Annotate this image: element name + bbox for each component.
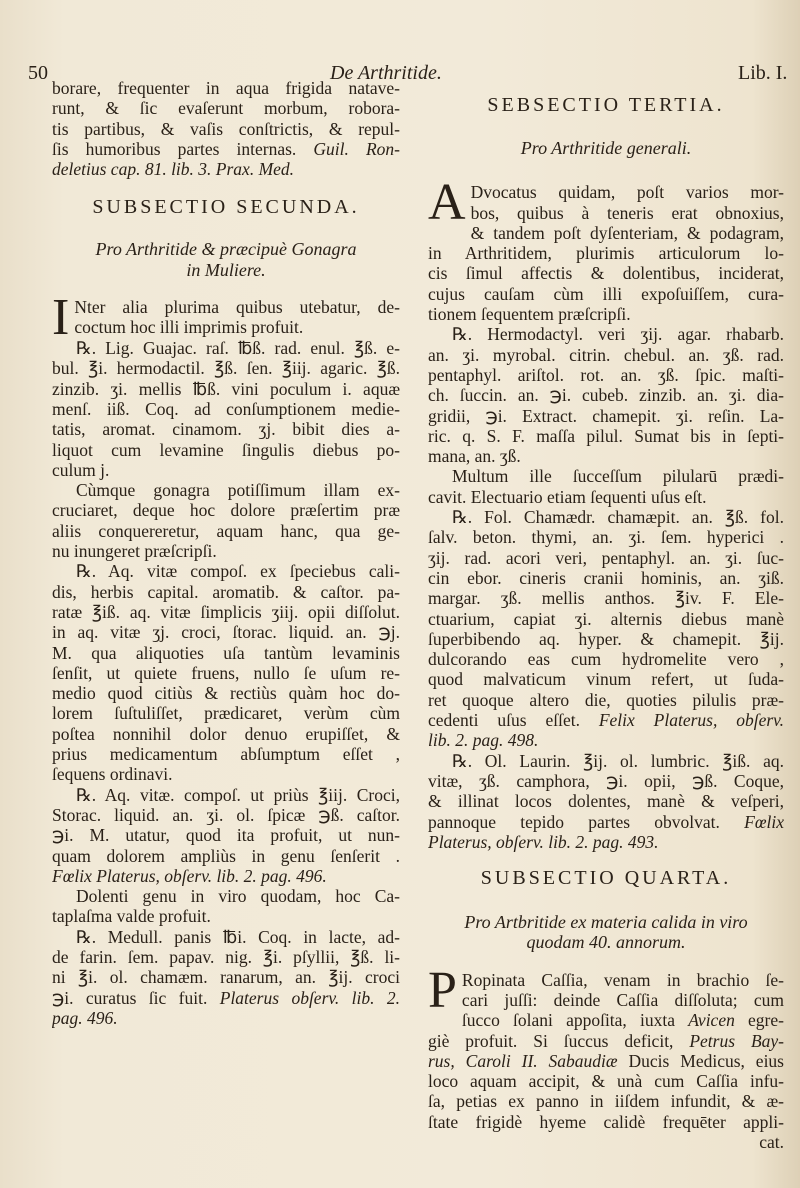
text-line: aliis conquereretur, aquam hanc, qua ge- [52, 520, 400, 541]
citation-segment: Petrus Bay- [689, 1030, 784, 1051]
subtitle-line: Pro Arthritide generali. [520, 138, 692, 158]
text-line: ℞. Medull. panis ℔i. Coq. in lacte, ad- [76, 926, 400, 947]
subtitle-line: in Muliere. [186, 259, 266, 280]
text-line: cin ebor. cineris cranii hominis, an. ʒiß. [428, 567, 784, 588]
drop-cap: A [428, 182, 466, 232]
text-segment: ſis humoribus partes internas. [52, 138, 314, 159]
text-line [52, 988, 400, 1008]
text-line: ℞. Fol. Chamædr. chamæpit. an. ℥ß. fol. [452, 507, 784, 528]
text-line: Nter alia plurima quibus utebatur, de- [74, 297, 400, 318]
subtitle-line: Pro Artbritide ex materia calida in viro [464, 912, 748, 933]
paragraph [52, 78, 400, 179]
text-segment: pannoque tepido partes obvolvat. [428, 811, 745, 832]
section-heading: SUBSECTIO SECUNDA. [92, 196, 360, 219]
citation-line: deletius cap. 81. lib. 3. Prax. Med. [52, 159, 295, 180]
text-line: cari juſſi: deinde Caſſia diſſoluta; cum [461, 989, 784, 1010]
text-line: nu inungeret præſcripſi. [52, 541, 217, 562]
text-segment: ſucco ſolani appoſita, iuxta [461, 1010, 689, 1031]
text-line: Cùmque gonagra potiſſimum illam ex- [76, 480, 400, 501]
text-segment: giè profuit. Si ſuccus deficit, [428, 1030, 690, 1051]
left-column [52, 78, 400, 1028]
text-line: Storac. liquid. an. ʒi. ol. ſpicæ ℈ß. caſtor. [52, 804, 400, 825]
section-heading: SUBSECTIO QUARTA. [480, 867, 732, 890]
citation-line: Fœlix Platerus, obſerv. lib. 2. pag. 496. [52, 865, 327, 886]
text-line: ℞. Aq. vitæ. compoſ. ut priùs ℥iij. Croci, [76, 784, 400, 805]
text-line: ℞. Lig. Guajac. raſ. ℔ß. rad. enul. ℥ß. e- [76, 338, 400, 359]
section-subtitle [52, 239, 400, 280]
text-line: gridii, ℈i. Extract. chamepit. ʒi. reſin. La- [428, 405, 784, 426]
text-line: prius medicamentum abſumptum eſſet , [52, 744, 400, 765]
paragraph [428, 182, 784, 324]
text-line [428, 1010, 784, 1030]
text-line: bul. ℥i. hermodactil. ℥ß. ſen. ℥iij. agaric. ℥ß. [52, 358, 400, 379]
text-line: loco aquam accipit, & unà cum Caſſia infu- [428, 1071, 784, 1092]
text-segment: ℈i. curatus ſic fuit. [52, 987, 220, 1008]
text-line: an. ʒi. myrobal. citrin. chebul. an. ʒß. rad. [428, 344, 784, 365]
text-line: tis partibus, & vaſis conſtrictis, & repul- [52, 118, 400, 139]
text-line: Dvocatus quidam, poſt varios mor- [470, 182, 784, 203]
text-line: ratæ ℥iß. aq. vitæ ſimplicis ʒiij. opii diſſolut. [52, 601, 400, 622]
citation-segment: Fœlix [744, 811, 784, 832]
text-line [428, 1051, 784, 1071]
text-line [428, 710, 784, 730]
text-line: menſ. iiß. Coq. ad conſumptionem medie- [52, 398, 400, 419]
text-line: ſequens ordinavi. [52, 764, 173, 785]
text-line: de farin. ſem. papav. nig. ℥i. pſyllii, ℥ß. li- [52, 946, 400, 967]
text-line: ʒij. rad. acori veri, pentaphyl. an. ʒi. ſuc- [428, 547, 784, 568]
text-line: runt, & ſic evaſerunt morbum, robora- [52, 98, 400, 119]
text-line: poſtea nonnihil dolor denuo erupiſſet, & [52, 723, 400, 744]
citation-segment: Platerus obſerv. lib. 2. [219, 987, 400, 1008]
text-line: mana, an. ʒß. [428, 446, 521, 467]
text-line: liquot cum levamine ſingulis diebus po- [52, 439, 400, 460]
text-line: ric. q. S. F. maſſa pilul. Sumat bis in ſepti- [428, 425, 784, 446]
text-line: M. qua aliquoties uſa tantùm levaminis [52, 642, 400, 663]
text-line: ſalv. beton. thymi, an. ʒi. ſem. hyperici . [428, 527, 784, 548]
text-line: ſenſit, ut quiete fruens, nullo ſe uſum re- [52, 662, 400, 683]
text-line: coctum hoc illi imprimis profuit. [74, 317, 304, 338]
text-line: quam dolorem ampliùs in genu ſenſerit . [52, 845, 400, 866]
text-line: cis ſimul affectis & dolentibus, inciderat, [428, 263, 784, 284]
text-line: borare, frequenter in aqua frigida natave- [52, 78, 400, 98]
text-line: cat. [759, 1132, 784, 1153]
text-line: bos, quibus à teneris erat obnoxius, [470, 202, 784, 223]
citation-segment: Guil. Ron- [313, 138, 400, 159]
text-line: margar. ʒß. mellis anthos. ℥iv. F. Ele- [428, 588, 784, 609]
citation-line: Platerus, obſerv. lib. 2. pag. 493. [428, 831, 659, 852]
text-line: dis, herbis capital. aromatib. & caſtor. pa- [52, 581, 400, 602]
page-number: 50 [28, 62, 48, 84]
text-line: medio quod citiùs & rectiùs quàm hoc do- [52, 683, 400, 704]
paragraph [428, 324, 784, 852]
text-line: in aq. vitæ ʒj. croci, ſtorac. liquid. an. ℈j. [52, 622, 400, 643]
text-line: ch. ſuccin. an. ℈i. cubeb. zinzib. an. ʒi. dia- [428, 385, 784, 406]
text-line: ℞. Ol. Laurin. ℥ij. ol. lumbric. ℥iß. aq. [452, 750, 784, 771]
text-line: cavit. Electuario etiam ſequenti uſus eſt. [428, 486, 707, 507]
text-line: cruciaret, deque hoc dolore præſertim præ [52, 500, 400, 521]
drop-cap: P [428, 969, 457, 1019]
text-line: quod malvaticum vinum refert, ut ſuda- [428, 669, 784, 690]
citation-line: lib. 2. pag. 498. [428, 730, 539, 751]
citation-segment: rus, Caroli II. Sabaudiæ [428, 1050, 618, 1071]
text-line: tatis, aromat. cinamom. ʒj. bibit dies a- [52, 419, 400, 440]
right-column [428, 78, 784, 1152]
subtitle-line: Pro Arthritide & præcipuè Gonagra [95, 239, 357, 260]
section-subtitle [428, 138, 784, 158]
text-line: dulcorando eas cum hydromelite vero , [428, 649, 784, 670]
text-line: ni ℥i. ol. chamæm. ranarum, an. ℥ij. croci [52, 967, 400, 988]
text-line: in Arthritidem, plurimis articulorum lo- [428, 243, 784, 264]
paragraph [52, 297, 400, 338]
paragraph [52, 338, 400, 1028]
text-line: Multum ille ſucceſſum pilularū prædi- [452, 466, 784, 487]
text-line: & illinat locos dolentes, manè & veſperi, [428, 791, 784, 812]
text-line: ſtate frigidè hyeme calidè frequēter appli- [428, 1111, 784, 1132]
subtitle-line: quodam 40. annorum. [526, 932, 686, 953]
text-line: culum j. [52, 459, 110, 480]
text-segment: egre- [734, 1010, 784, 1031]
paragraph [428, 970, 784, 1153]
citation-segment: Avicen [688, 1010, 735, 1031]
text-line: cujus cauſam cùm illi expoſuiſſem, cura- [428, 283, 784, 304]
text-line: lorem ſuſtuliſſet, prædicaret, verùm cùm [52, 703, 400, 724]
drop-cap: I [52, 297, 70, 339]
text-line: Dolenti genu in viro quodam, hoc Ca- [76, 886, 400, 907]
text-line [52, 139, 400, 159]
text-line: ctuarium, capiat ʒi. alternis diebus manè [428, 608, 784, 629]
text-line: ℞. Hermodactyl. veri ʒij. agar. rhabarb. [452, 324, 784, 345]
citation-line: pag. 496. [52, 1007, 118, 1028]
text-line: ℞. Aq. vitæ compoſ. ex ſpeciebus cali- [76, 561, 400, 582]
text-line: ℈i. M. utatur, quod ita profuit, ut nun- [52, 825, 400, 846]
text-line [428, 812, 784, 832]
text-line: ret quoque altero die, quoties pilulis præ- [428, 689, 784, 710]
text-line: ſa, petias ex panno in iiſdem infundit, & æ- [428, 1091, 784, 1112]
book-label: Lib. I. [738, 62, 788, 84]
text-line: Ropinata Caſſia, venam in brachio ſe- [461, 969, 784, 990]
text-line: pentaphyl. ariſtol. rot. an. ʒß. ſpic. maſti- [428, 364, 784, 385]
text-line: taplaſma valde profuit. [52, 906, 211, 927]
text-line: ſuperbibendo aq. hyper. & chamepit. ℥ij. [428, 628, 784, 649]
text-line: tionem ſequentem præſcripſi. [428, 304, 631, 325]
text-segment: Ducis Medicus, eius [617, 1050, 784, 1071]
running-title: De Arthritide. [330, 62, 442, 84]
text-segment: cedenti uſus eſſet. [428, 710, 599, 731]
text-line: & tandem poſt dyſenteriam, & podagram, [470, 222, 784, 243]
text-line: zinzib. ʒi. mellis ℔ß. vini poculum i. aquæ [52, 378, 400, 399]
citation-segment: Felix Platerus, obſerv. [598, 710, 784, 731]
section-heading: SEBSECTIO TERTIA. [487, 94, 725, 116]
section-subtitle [428, 912, 784, 953]
text-line [428, 1031, 784, 1051]
text-line: vitæ, ʒß. camphora, ℈i. opii, ℈ß. Coque, [428, 770, 784, 791]
